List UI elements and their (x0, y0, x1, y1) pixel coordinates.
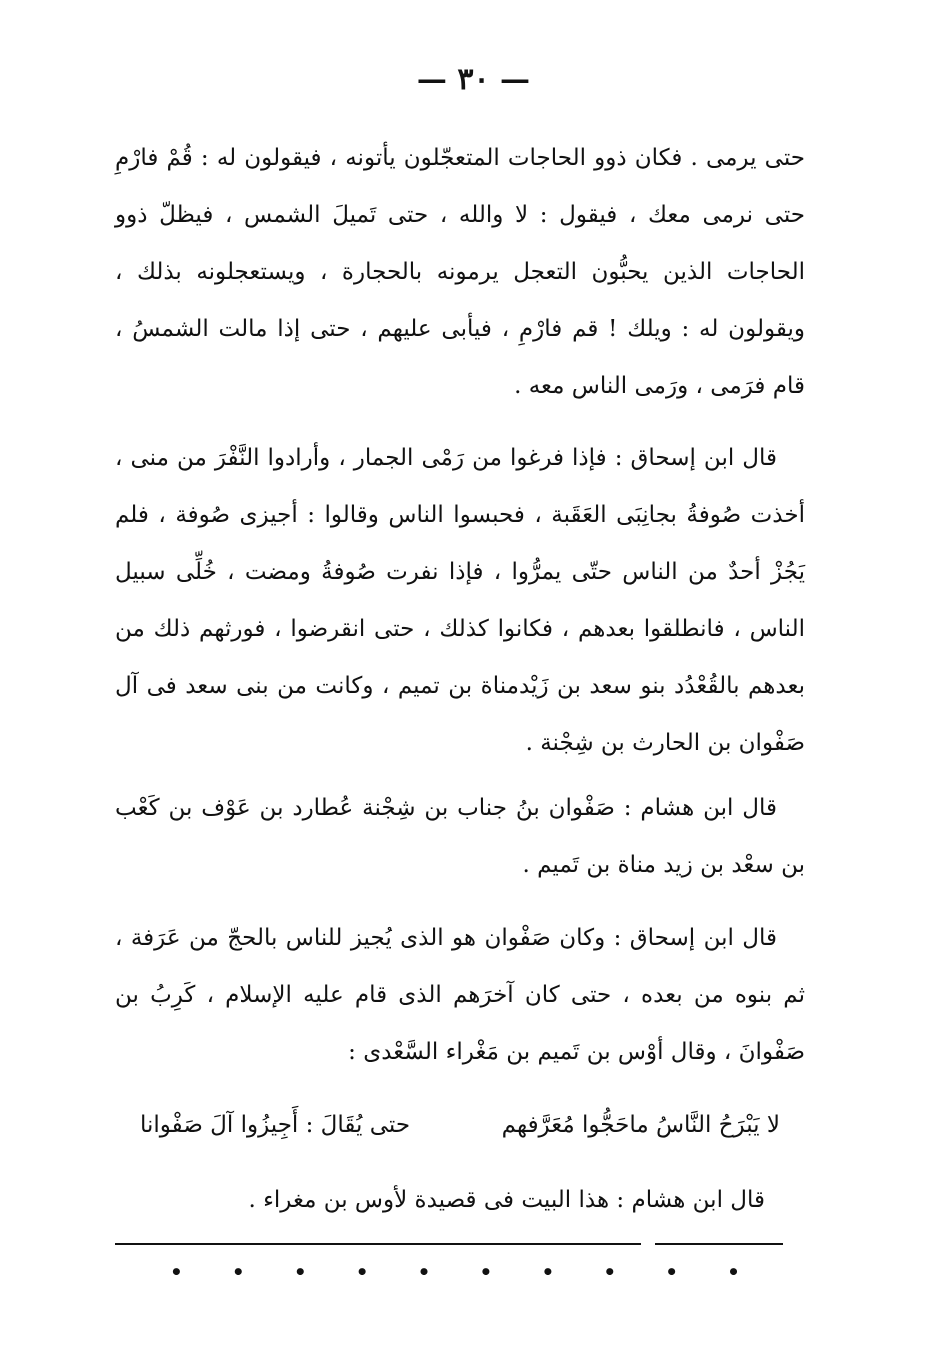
paragraph-2: قال ابن إسحاق : فإذا فرغوا من رَمْى الجمار ، وأرادوا النَّفْرَ من منى ، أخذت صُوفةُ بجانِبَى العَقَبة ، فحبسوا الناس وقالوا : أجيزى صُوفة ، فلم يَجُزْ أحدٌ من الناس حتّى يمرُّوا ، فإذا نفرت صُوفةُ ومضت ، خُلِّى سبيل الناس ، فانطلقوا بعدهم ، فكانوا كذلك ، حتى انقرضوا ، فورثهم ذلك من بعدهم بالقُعْدُد بنو سعد بن زَيْدمناة بن تميم ، وكانت من بنى سعد فى آل صَفْوان بن الحارث بن شِجْنة . (115, 445, 805, 756)
page-number: — ٣٠ — (416, 62, 531, 97)
footer-dot: • (293, 1260, 307, 1284)
footer-rule-right (655, 1243, 783, 1245)
footer-dot: • (231, 1260, 245, 1284)
paragraph-1: حتى يرمى . فكان ذوو الحاجات المتعجّلون يأتونه ، فيقولون له : قُمْ فارْمِ حتى نرمى معك ، فيقول : لا والله ، حتى تَميلَ الشمس ، فيظلّ ذوو الحاجات الذين يحبُّون التعجل يرمونه بالحجارة ، ويستعجلونه بذلك ، ويقولون له : ويلك ! قم فارْمِ ، فيأبى عليهم ، حتى إذا مالت الشمسُ ، قام فرَمى ، ورَمى الناس معه . (115, 145, 805, 399)
footer-dot: • (727, 1260, 740, 1284)
paragraph-2-container (115, 430, 805, 772)
footer-dot: • (541, 1260, 555, 1284)
verse-first-hemistich: لا يَبْرَحُ النَّاسُ ماحَجُّوا مُعَرَّفهم (501, 1112, 780, 1138)
paragraph-4: قال ابن إسحاق : وكان صَفْوان هو الذى يُجيز للناس بالحجّ من عَرَفة ، ثم بنوه من بعده ، حتى كان آخرَهم الذى قام عليه الإسلام ، كَرِبُ بن صَفْوانَ ، وقال أوْس بن تَميم بن مَغْراء السَّعْدى : (115, 925, 805, 1065)
footer-dot: • (603, 1260, 617, 1284)
ibn-hisham-note: قال ابن هشام : هذا البيت فى قصيدة لأوس بن مغراء . (248, 1187, 765, 1213)
footer-dot: • (355, 1260, 369, 1284)
footer-dot-row (170, 1262, 740, 1282)
footer-dot: • (479, 1260, 493, 1284)
footer-rule-left (115, 1243, 641, 1245)
paragraph-1-container (115, 130, 805, 415)
footer-dot: • (417, 1260, 431, 1284)
footer-dot: • (170, 1260, 183, 1284)
footer-dot: • (665, 1260, 679, 1284)
paragraph-3-container (115, 780, 805, 894)
paragraph-4-container (115, 910, 805, 1081)
verse-second-hemistich: حتى يُقَالَ : أَجِيزُوا آلَ صَفْوانا (140, 1112, 411, 1138)
paragraph-3: قال ابن هشام : صَفْوان بنُ جناب بن شِجْنة عُطارد بن عَوْف بن كَعْب بن سعْد بن زيد مناة بن تَميم . (115, 795, 805, 878)
poetry-verse (140, 1100, 780, 1150)
